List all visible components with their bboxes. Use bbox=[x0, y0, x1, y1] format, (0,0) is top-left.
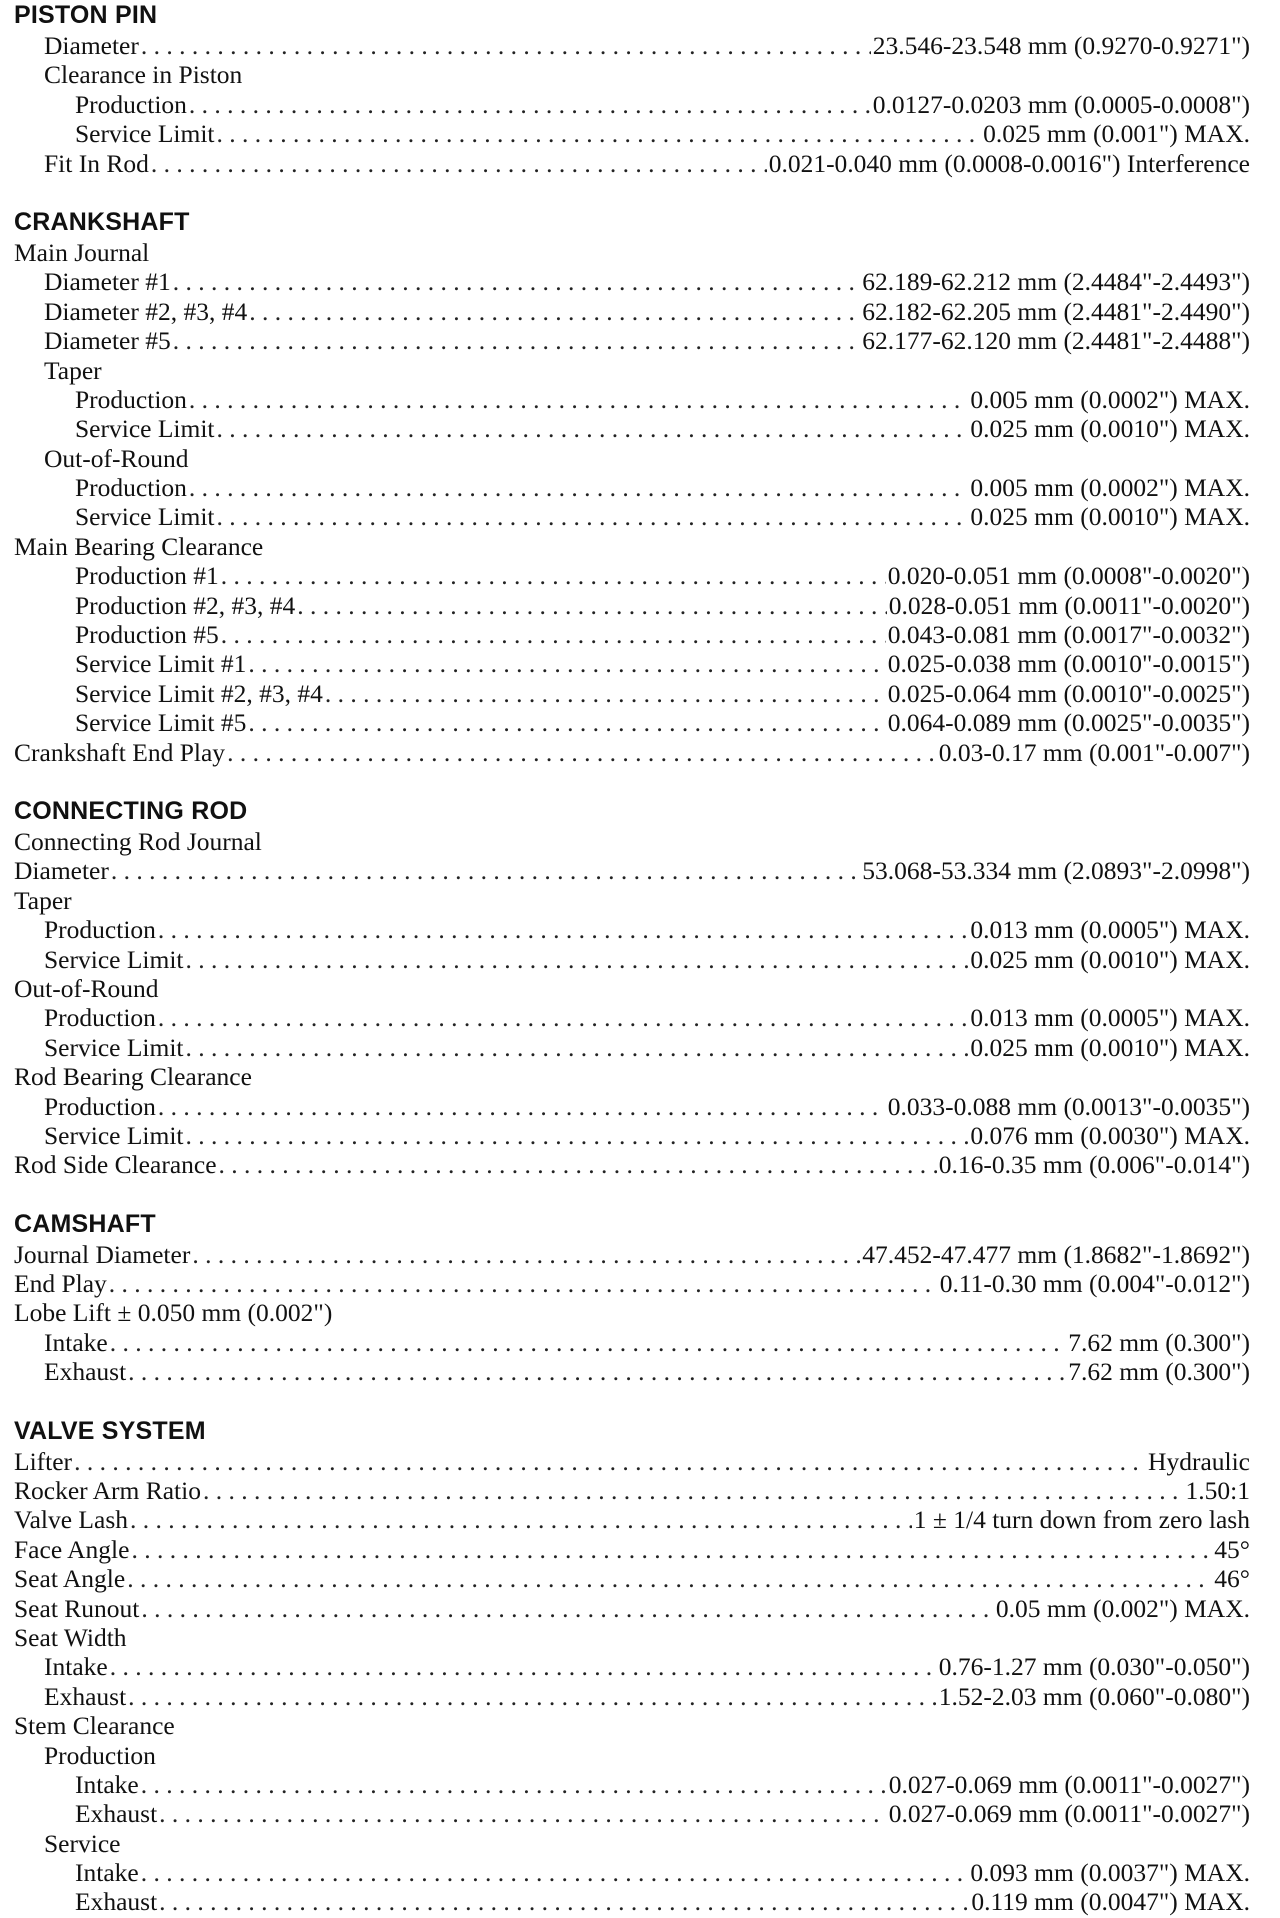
spec-label: Service Limit bbox=[75, 414, 215, 444]
spec-row bbox=[14, 1033, 1250, 1062]
dot-leader bbox=[110, 1652, 937, 1681]
dot-leader bbox=[141, 1770, 887, 1799]
spec-label: Service Limit bbox=[44, 1120, 184, 1150]
spec-label: Out-of-Round bbox=[44, 443, 189, 473]
spec-label: Diameter bbox=[14, 856, 109, 886]
dot-leader bbox=[189, 473, 969, 502]
section-heading: CAMSHAFT bbox=[14, 1209, 156, 1238]
spec-value: 1.52-2.03 mm (0.060"-0.080") bbox=[938, 1681, 1250, 1711]
spec-label: Service Limit bbox=[75, 502, 215, 532]
spec-label: Production bbox=[44, 1740, 156, 1770]
spec-row bbox=[14, 1062, 1250, 1091]
spec-row bbox=[14, 945, 1250, 974]
spec-value: 0.11-0.30 mm (0.004"-0.012") bbox=[939, 1269, 1250, 1299]
section-heading: PISTON PIN bbox=[14, 1, 158, 29]
spec-value: 0.025 mm (0.0010") MAX. bbox=[970, 944, 1250, 974]
spec-label: Stem Clearance bbox=[14, 1711, 175, 1741]
dot-leader bbox=[158, 1092, 886, 1121]
spec-value: 0.013 mm (0.0005") MAX. bbox=[970, 915, 1250, 945]
spec-row bbox=[14, 1741, 1250, 1770]
spec-label: Intake bbox=[44, 1327, 108, 1357]
spec-label: Intake bbox=[75, 1858, 139, 1888]
spec-label: Service Limit #5 bbox=[75, 708, 247, 738]
spec-row bbox=[14, 708, 1250, 737]
spec-label: Taper bbox=[14, 885, 72, 915]
spec-row bbox=[14, 649, 1250, 678]
spec-label: Service Limit #2, #3, #4 bbox=[75, 678, 323, 708]
dot-leader bbox=[173, 326, 861, 355]
spec-row bbox=[14, 1476, 1250, 1505]
spec-label: Crankshaft End Play bbox=[14, 737, 226, 767]
spec-label: End Play bbox=[14, 1269, 107, 1299]
dot-leader bbox=[248, 708, 885, 737]
spec-row bbox=[14, 1594, 1250, 1623]
spec-section bbox=[14, 1209, 1250, 1387]
spec-section bbox=[14, 207, 1250, 767]
spec-value: 1 ± 1/4 turn down from zero lash bbox=[913, 1505, 1250, 1535]
spec-label: Service Limit bbox=[44, 1032, 184, 1062]
spec-value: 23.546-23.548 mm (0.9270-0.9271") bbox=[872, 31, 1250, 60]
spec-label: Valve Lash bbox=[14, 1505, 129, 1535]
spec-value: 7.62 mm (0.300") bbox=[1068, 1357, 1250, 1387]
spec-row bbox=[14, 1240, 1250, 1269]
dot-leader bbox=[111, 856, 860, 885]
dot-leader bbox=[186, 1121, 969, 1150]
spec-label: Production #1 bbox=[75, 561, 219, 591]
spec-value: 0.16-0.35 mm (0.006"-0.014") bbox=[938, 1150, 1250, 1180]
spec-value: 0.020-0.051 mm (0.0008"-0.0020") bbox=[887, 561, 1250, 591]
spec-row bbox=[14, 414, 1250, 443]
dot-leader bbox=[217, 119, 982, 148]
spec-value: 46° bbox=[1214, 1564, 1250, 1594]
spec-label: Rocker Arm Ratio bbox=[14, 1476, 201, 1506]
spec-row bbox=[14, 1858, 1250, 1887]
spec-row bbox=[14, 1357, 1250, 1386]
spec-label: Face Angle bbox=[14, 1534, 130, 1564]
spec-row bbox=[14, 1003, 1250, 1032]
spec-row bbox=[14, 856, 1250, 885]
spec-label: Service Limit #1 bbox=[75, 649, 247, 679]
spec-row bbox=[14, 532, 1250, 561]
spec-row bbox=[14, 738, 1250, 767]
spec-value: 62.182-62.205 mm (2.4481"-2.4490") bbox=[862, 296, 1250, 326]
spec-value: 0.025 mm (0.001") MAX. bbox=[983, 119, 1250, 149]
spec-row bbox=[14, 974, 1250, 1003]
spec-label: Production #2, #3, #4 bbox=[75, 590, 296, 620]
dot-leader bbox=[141, 1858, 969, 1887]
spec-value: 0.025 mm (0.0010") MAX. bbox=[970, 502, 1250, 532]
spec-value: 0.05 mm (0.002") MAX. bbox=[995, 1593, 1250, 1623]
spec-row bbox=[14, 679, 1250, 708]
spec-row bbox=[14, 1447, 1250, 1476]
spec-label: Service bbox=[44, 1828, 121, 1858]
spec-row bbox=[14, 31, 1250, 60]
spec-label: Production bbox=[75, 89, 187, 119]
spec-label: Intake bbox=[44, 1652, 108, 1682]
spec-value: 0.043-0.081 mm (0.0017"-0.0032") bbox=[887, 620, 1250, 650]
spec-row bbox=[14, 1564, 1250, 1593]
spec-value: 0.0127-0.0203 mm (0.0005-0.0008") bbox=[872, 89, 1250, 119]
spec-row bbox=[14, 1505, 1250, 1534]
spec-value: 45° bbox=[1214, 1534, 1250, 1564]
spec-label: Diameter #2, #3, #4 bbox=[44, 296, 248, 326]
spec-row bbox=[14, 1269, 1250, 1298]
spec-row bbox=[14, 297, 1250, 326]
spec-label: Seat Angle bbox=[14, 1564, 126, 1594]
spec-label: Rod Side Clearance bbox=[14, 1150, 217, 1180]
spec-value: 47.452-47.477 mm (1.8682"-1.8692") bbox=[862, 1239, 1250, 1269]
dot-leader bbox=[173, 267, 861, 296]
spec-value: 0.033-0.088 mm (0.0013"-0.0035") bbox=[887, 1091, 1250, 1121]
spec-row bbox=[14, 473, 1250, 502]
dot-leader bbox=[325, 679, 886, 708]
spec-label: Service Limit bbox=[75, 119, 215, 149]
spec-value: 0.025-0.064 mm (0.0010"-0.0025") bbox=[887, 678, 1250, 708]
spec-label: Journal Diameter bbox=[14, 1239, 191, 1269]
spec-value: 0.027-0.069 mm (0.0011"-0.0027") bbox=[888, 1769, 1250, 1799]
dot-leader bbox=[74, 1447, 1146, 1476]
dot-leader bbox=[186, 945, 969, 974]
dot-leader bbox=[151, 149, 767, 178]
spec-row bbox=[14, 119, 1250, 148]
spec-label: Production bbox=[44, 1091, 156, 1121]
spec-row bbox=[14, 1887, 1250, 1916]
spec-label: Production bbox=[75, 384, 187, 414]
dot-leader bbox=[128, 1357, 1066, 1386]
spec-label: Diameter bbox=[44, 31, 139, 60]
dot-leader bbox=[130, 1505, 912, 1534]
spec-row bbox=[14, 1711, 1250, 1740]
spec-label: Production bbox=[44, 1003, 156, 1033]
spec-row bbox=[14, 1682, 1250, 1711]
spec-label: Production bbox=[44, 915, 156, 945]
spec-row bbox=[14, 385, 1250, 414]
spec-row bbox=[14, 620, 1250, 649]
spec-label: Connecting Rod Journal bbox=[14, 826, 262, 856]
spec-row bbox=[14, 444, 1250, 473]
dot-leader bbox=[249, 297, 860, 326]
spec-row bbox=[14, 1328, 1250, 1357]
dot-leader bbox=[217, 502, 969, 531]
spec-value: 0.025 mm (0.0010") MAX. bbox=[970, 414, 1250, 444]
spec-row bbox=[14, 886, 1250, 915]
dot-leader bbox=[189, 90, 871, 119]
dot-leader bbox=[159, 1887, 969, 1916]
spec-value: 0.013 mm (0.0005") MAX. bbox=[970, 1003, 1250, 1033]
spec-row bbox=[14, 1535, 1250, 1564]
dot-leader bbox=[158, 915, 969, 944]
dot-leader bbox=[159, 1799, 887, 1828]
spec-label: Exhaust bbox=[75, 1799, 158, 1829]
spec-row bbox=[14, 149, 1250, 178]
spec-label: Main Journal bbox=[14, 237, 150, 267]
spec-row bbox=[14, 915, 1250, 944]
spec-label: Intake bbox=[75, 1769, 139, 1799]
spec-row bbox=[14, 1799, 1250, 1828]
dot-leader bbox=[141, 1594, 994, 1623]
spec-label: Service Limit bbox=[44, 944, 184, 974]
spec-row bbox=[14, 1298, 1250, 1327]
section-heading: CONNECTING ROD bbox=[14, 796, 248, 825]
spec-row bbox=[14, 561, 1250, 590]
spec-label: Clearance in Piston bbox=[44, 60, 243, 90]
spec-row bbox=[14, 90, 1250, 119]
spec-value: 0.005 mm (0.0002") MAX. bbox=[970, 473, 1250, 503]
dot-leader bbox=[221, 620, 886, 649]
spec-row bbox=[14, 1150, 1250, 1179]
spec-value: 0.021-0.040 mm (0.0008-0.0016") Interference bbox=[768, 148, 1250, 178]
spec-value: 0.119 mm (0.0047") MAX. bbox=[971, 1887, 1250, 1917]
spec-section bbox=[14, 1416, 1250, 1917]
spec-row bbox=[14, 267, 1250, 296]
spec-value: 62.189-62.212 mm (2.4484"-2.4493") bbox=[862, 267, 1250, 297]
spec-row bbox=[14, 326, 1250, 355]
spec-row bbox=[14, 1623, 1250, 1652]
spec-section bbox=[14, 0, 1250, 178]
spec-label: Seat Runout bbox=[14, 1593, 140, 1623]
dot-leader bbox=[297, 591, 886, 620]
dot-leader bbox=[110, 1328, 1066, 1357]
spec-value: 0.076 mm (0.0030") MAX. bbox=[970, 1120, 1250, 1150]
dot-leader bbox=[221, 561, 886, 590]
spec-value: 1.50:1 bbox=[1185, 1476, 1250, 1506]
spec-value: Hydraulic bbox=[1148, 1446, 1250, 1476]
dot-leader bbox=[127, 1564, 1212, 1593]
spec-value: 0.025-0.038 mm (0.0010"-0.0015") bbox=[887, 649, 1250, 679]
dot-leader bbox=[189, 385, 969, 414]
spec-row bbox=[14, 1121, 1250, 1150]
spec-value: 0.025 mm (0.0010") MAX. bbox=[970, 1032, 1250, 1062]
spec-row bbox=[14, 356, 1250, 385]
spec-row bbox=[14, 1652, 1250, 1681]
spec-label: Production bbox=[75, 473, 187, 503]
dot-leader bbox=[203, 1476, 1184, 1505]
spec-value: 0.76-1.27 mm (0.030"-0.050") bbox=[938, 1652, 1250, 1682]
spec-value: 0.028-0.051 mm (0.0011"-0.0020") bbox=[888, 590, 1250, 620]
spec-label: Lobe Lift ± 0.050 mm (0.002") bbox=[14, 1298, 333, 1328]
spec-value: 0.03-0.17 mm (0.001"-0.007") bbox=[938, 737, 1250, 767]
dot-leader bbox=[217, 414, 969, 443]
dot-leader bbox=[131, 1535, 1212, 1564]
spec-value: 7.62 mm (0.300") bbox=[1068, 1327, 1250, 1357]
dot-leader bbox=[227, 738, 937, 767]
spec-label: Diameter #1 bbox=[44, 267, 171, 297]
spec-value: 53.068-53.334 mm (2.0893"-2.0998") bbox=[862, 856, 1250, 886]
spec-label: Fit In Rod bbox=[44, 148, 149, 178]
spec-row bbox=[14, 1770, 1250, 1799]
dot-leader bbox=[219, 1150, 937, 1179]
dot-leader bbox=[141, 31, 871, 60]
spec-row bbox=[14, 238, 1250, 267]
spec-row bbox=[14, 827, 1250, 856]
spec-label: Rod Bearing Clearance bbox=[14, 1062, 252, 1092]
spec-label: Diameter #5 bbox=[44, 326, 171, 356]
spec-row bbox=[14, 591, 1250, 620]
spec-value: 62.177-62.120 mm (2.4481"-2.4488") bbox=[862, 326, 1250, 356]
spec-row bbox=[14, 1829, 1250, 1858]
spec-label: Out-of-Round bbox=[14, 973, 159, 1003]
dot-leader bbox=[158, 1003, 969, 1032]
section-heading: CRANKSHAFT bbox=[14, 207, 190, 236]
section-heading: VALVE SYSTEM bbox=[14, 1416, 206, 1445]
spec-label: Exhaust bbox=[44, 1357, 127, 1387]
spec-label: Main Bearing Clearance bbox=[14, 531, 264, 561]
spec-row bbox=[14, 1092, 1250, 1121]
dot-leader bbox=[248, 649, 885, 678]
spec-label: Lifter bbox=[14, 1446, 73, 1476]
dot-leader bbox=[128, 1682, 937, 1711]
dot-leader bbox=[186, 1033, 969, 1062]
dot-leader bbox=[109, 1269, 938, 1298]
spec-row bbox=[14, 60, 1250, 89]
spec-label: Exhaust bbox=[75, 1887, 158, 1917]
spec-label: Taper bbox=[44, 355, 102, 385]
spec-label: Production #5 bbox=[75, 620, 219, 650]
spec-value: 0.005 mm (0.0002") MAX. bbox=[970, 384, 1250, 414]
spec-value: 0.027-0.069 mm (0.0011"-0.0027") bbox=[888, 1799, 1250, 1829]
dot-leader bbox=[192, 1240, 860, 1269]
spec-row bbox=[14, 502, 1250, 531]
spec-label: Seat Width bbox=[14, 1622, 127, 1652]
spec-value: 0.064-0.089 mm (0.0025"-0.0035") bbox=[887, 708, 1250, 738]
spec-label: Exhaust bbox=[44, 1681, 127, 1711]
spec-value: 0.093 mm (0.0037") MAX. bbox=[970, 1858, 1250, 1888]
spec-section bbox=[14, 796, 1250, 1180]
